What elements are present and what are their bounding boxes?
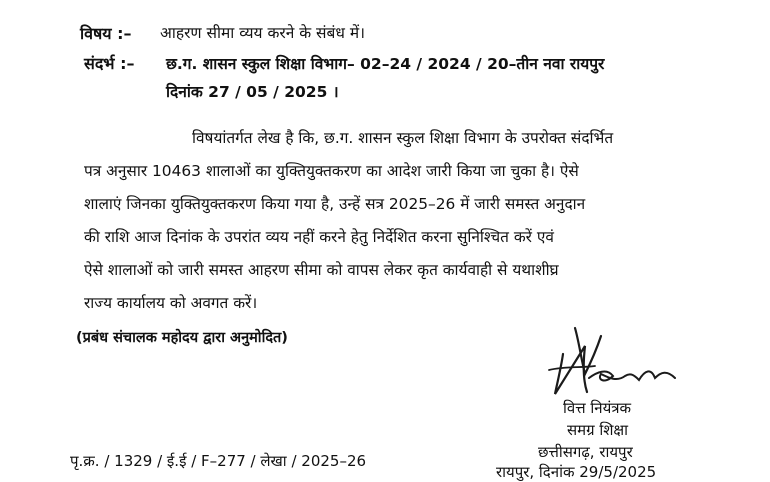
signatory-date-line: रायपुर, दिनांक 29/5/2025 — [496, 463, 657, 481]
reference-label: संदर्भ :– — [84, 54, 135, 73]
body-line: राज्य कार्यालय को अवगत करें। — [84, 294, 258, 312]
reference-line-1: छ.ग. शासन स्कुल शिक्षा विभाग– 02–24 / 2024 / 20–तीन नवा रायपुर — [166, 55, 605, 73]
body-line: की राशि आज दिनांक के उपरांत व्यय नहीं करने हेतु निर्देशित करना सुनिश्चित करें एवं — [84, 228, 554, 246]
subject-text: आहरण सीमा व्यय करने के संबंध में। — [160, 24, 365, 42]
signature-icon — [535, 318, 695, 408]
signatory-place: छत्तीसगढ़, रायपुर — [538, 443, 633, 461]
subject-label: विषय :– — [80, 24, 132, 43]
signatory-org: समग्र शिक्षा — [567, 421, 629, 439]
signatory-title: वित्त नियंत्रक — [563, 399, 632, 417]
body-line: पत्र अनुसार 10463 शालाओं का युक्तियुक्तकरण का आदेश जारी किया जा चुका है। ऐसे — [84, 162, 579, 180]
reference-line-2: दिनांक 27 / 05 / 2025 । — [166, 83, 339, 101]
body-line: विषयांतर्गत लेख है कि, छ.ग. शासन स्कुल शिक्षा विभाग के उपरोक्त संदर्भित — [192, 129, 614, 147]
body-line: शालाएं जिनका युक्तियुक्तकरण किया गया है, उन्हें सत्र 2025–26 में जारी समस्त अनुदान — [84, 195, 586, 213]
approval-note: (प्रबंध संचालक महोदय द्वारा अनुमोदित) — [76, 330, 288, 346]
body-line: ऐसे शालाओं को जारी समस्त आहरण सीमा को वापस लेकर कृत कार्यवाही से यथाशीघ्र — [84, 261, 559, 279]
footer-reference-number: पृ.क्र. / 1329 / ई.ई / F–277 / लेखा / 2025–26 — [70, 452, 367, 470]
